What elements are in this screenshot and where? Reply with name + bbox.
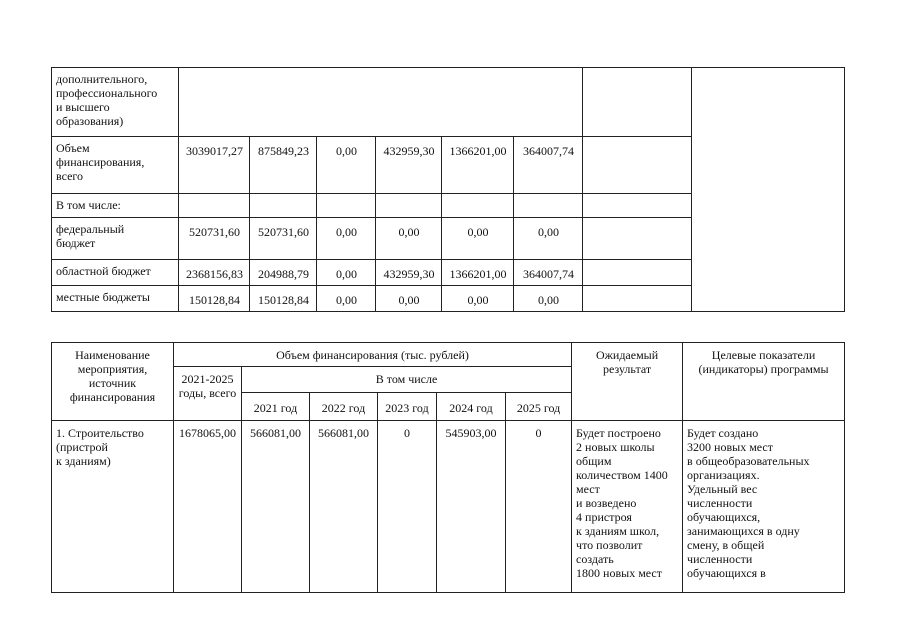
value-cell	[376, 194, 442, 218]
header-total: 2021-2025 годы, всего	[174, 367, 242, 421]
empty-cell	[583, 218, 692, 260]
row-label: В том числе:	[52, 194, 179, 218]
empty-cell	[583, 260, 692, 286]
value-cell: 0,00	[442, 286, 514, 312]
empty-cell	[583, 286, 692, 312]
value-cell: 432959,30	[376, 137, 442, 194]
value-cell: 0,00	[514, 218, 583, 260]
header-volume: Объем финансирования (тыс. рублей)	[174, 343, 572, 367]
empty-cell	[692, 68, 845, 312]
empty-cell	[583, 68, 692, 137]
value-cell: 1366201,00	[442, 260, 514, 286]
value-cell: 150128,84	[179, 286, 250, 312]
row-label: Объем финансирования, всего	[52, 137, 179, 194]
table-row	[52, 68, 845, 137]
value-cell: 0	[506, 421, 572, 593]
header-year: 2023 год	[378, 393, 437, 421]
value-cell: 520731,60	[179, 218, 250, 260]
value-cell: 0,00	[514, 286, 583, 312]
value-cell: 3039017,27	[179, 137, 250, 194]
value-cell: 2368156,83	[179, 260, 250, 286]
value-cell: 0,00	[317, 260, 376, 286]
value-cell: 0,00	[317, 137, 376, 194]
value-cell: 432959,30	[376, 260, 442, 286]
value-cell: 1366201,00	[442, 137, 514, 194]
value-cell: 566081,00	[242, 421, 310, 593]
value-cell	[179, 194, 250, 218]
value-cell: 520731,60	[250, 218, 317, 260]
value-cell: 0,00	[317, 218, 376, 260]
value-cell: 545903,00	[437, 421, 506, 593]
value-cell: 566081,00	[310, 421, 378, 593]
row-label-continuation: дополнительного, профессионального и высшего образования)	[52, 68, 179, 137]
value-cell: 875849,23	[250, 137, 317, 194]
financing-table	[51, 342, 845, 593]
empty-cell	[179, 68, 583, 137]
row-label: местные бюджеты	[52, 286, 179, 312]
header-name: Наименование мероприятия, источник финансирования	[52, 343, 174, 421]
value-cell	[442, 194, 514, 218]
expected-result: Будет построено 2 новых школы общим количеством 1400 мест и возведено 4 пристроя к зданиям школ, что позволит создать 1800 новых мест	[572, 421, 683, 593]
value-cell: 204988,79	[250, 260, 317, 286]
row-name: 1. Строительство (пристрой к зданиям)	[52, 421, 174, 593]
header-including: В том числе	[242, 367, 572, 393]
financing-table-continuation	[51, 67, 845, 312]
header-year: 2024 год	[437, 393, 506, 421]
row-label: федеральный бюджет	[52, 218, 179, 260]
value-cell: 0,00	[442, 218, 514, 260]
value-cell: 0	[378, 421, 437, 593]
value-cell: 1678065,00	[174, 421, 242, 593]
value-cell: 364007,74	[514, 137, 583, 194]
row-label: областной бюджет	[52, 260, 179, 286]
header-year: 2025 год	[506, 393, 572, 421]
target-indicators: Будет создано 3200 новых мест в общеобразовательных организациях. Удельный вес численности обучающихся, занимающихся в одну смену, в общей численности обучающихся в	[683, 421, 845, 593]
header-indicators: Целевые показатели (индикаторы) программы	[683, 343, 845, 421]
empty-cell	[583, 137, 692, 194]
value-cell: 0,00	[376, 286, 442, 312]
value-cell	[250, 194, 317, 218]
header-row	[52, 343, 845, 367]
value-cell: 0,00	[317, 286, 376, 312]
empty-cell	[583, 194, 692, 218]
value-cell: 364007,74	[514, 260, 583, 286]
table-row	[52, 421, 845, 593]
header-year: 2022 год	[310, 393, 378, 421]
value-cell	[317, 194, 376, 218]
value-cell	[514, 194, 583, 218]
value-cell: 0,00	[376, 218, 442, 260]
value-cell: 150128,84	[250, 286, 317, 312]
header-year: 2021 год	[242, 393, 310, 421]
header-result: Ожидаемый результат	[572, 343, 683, 421]
